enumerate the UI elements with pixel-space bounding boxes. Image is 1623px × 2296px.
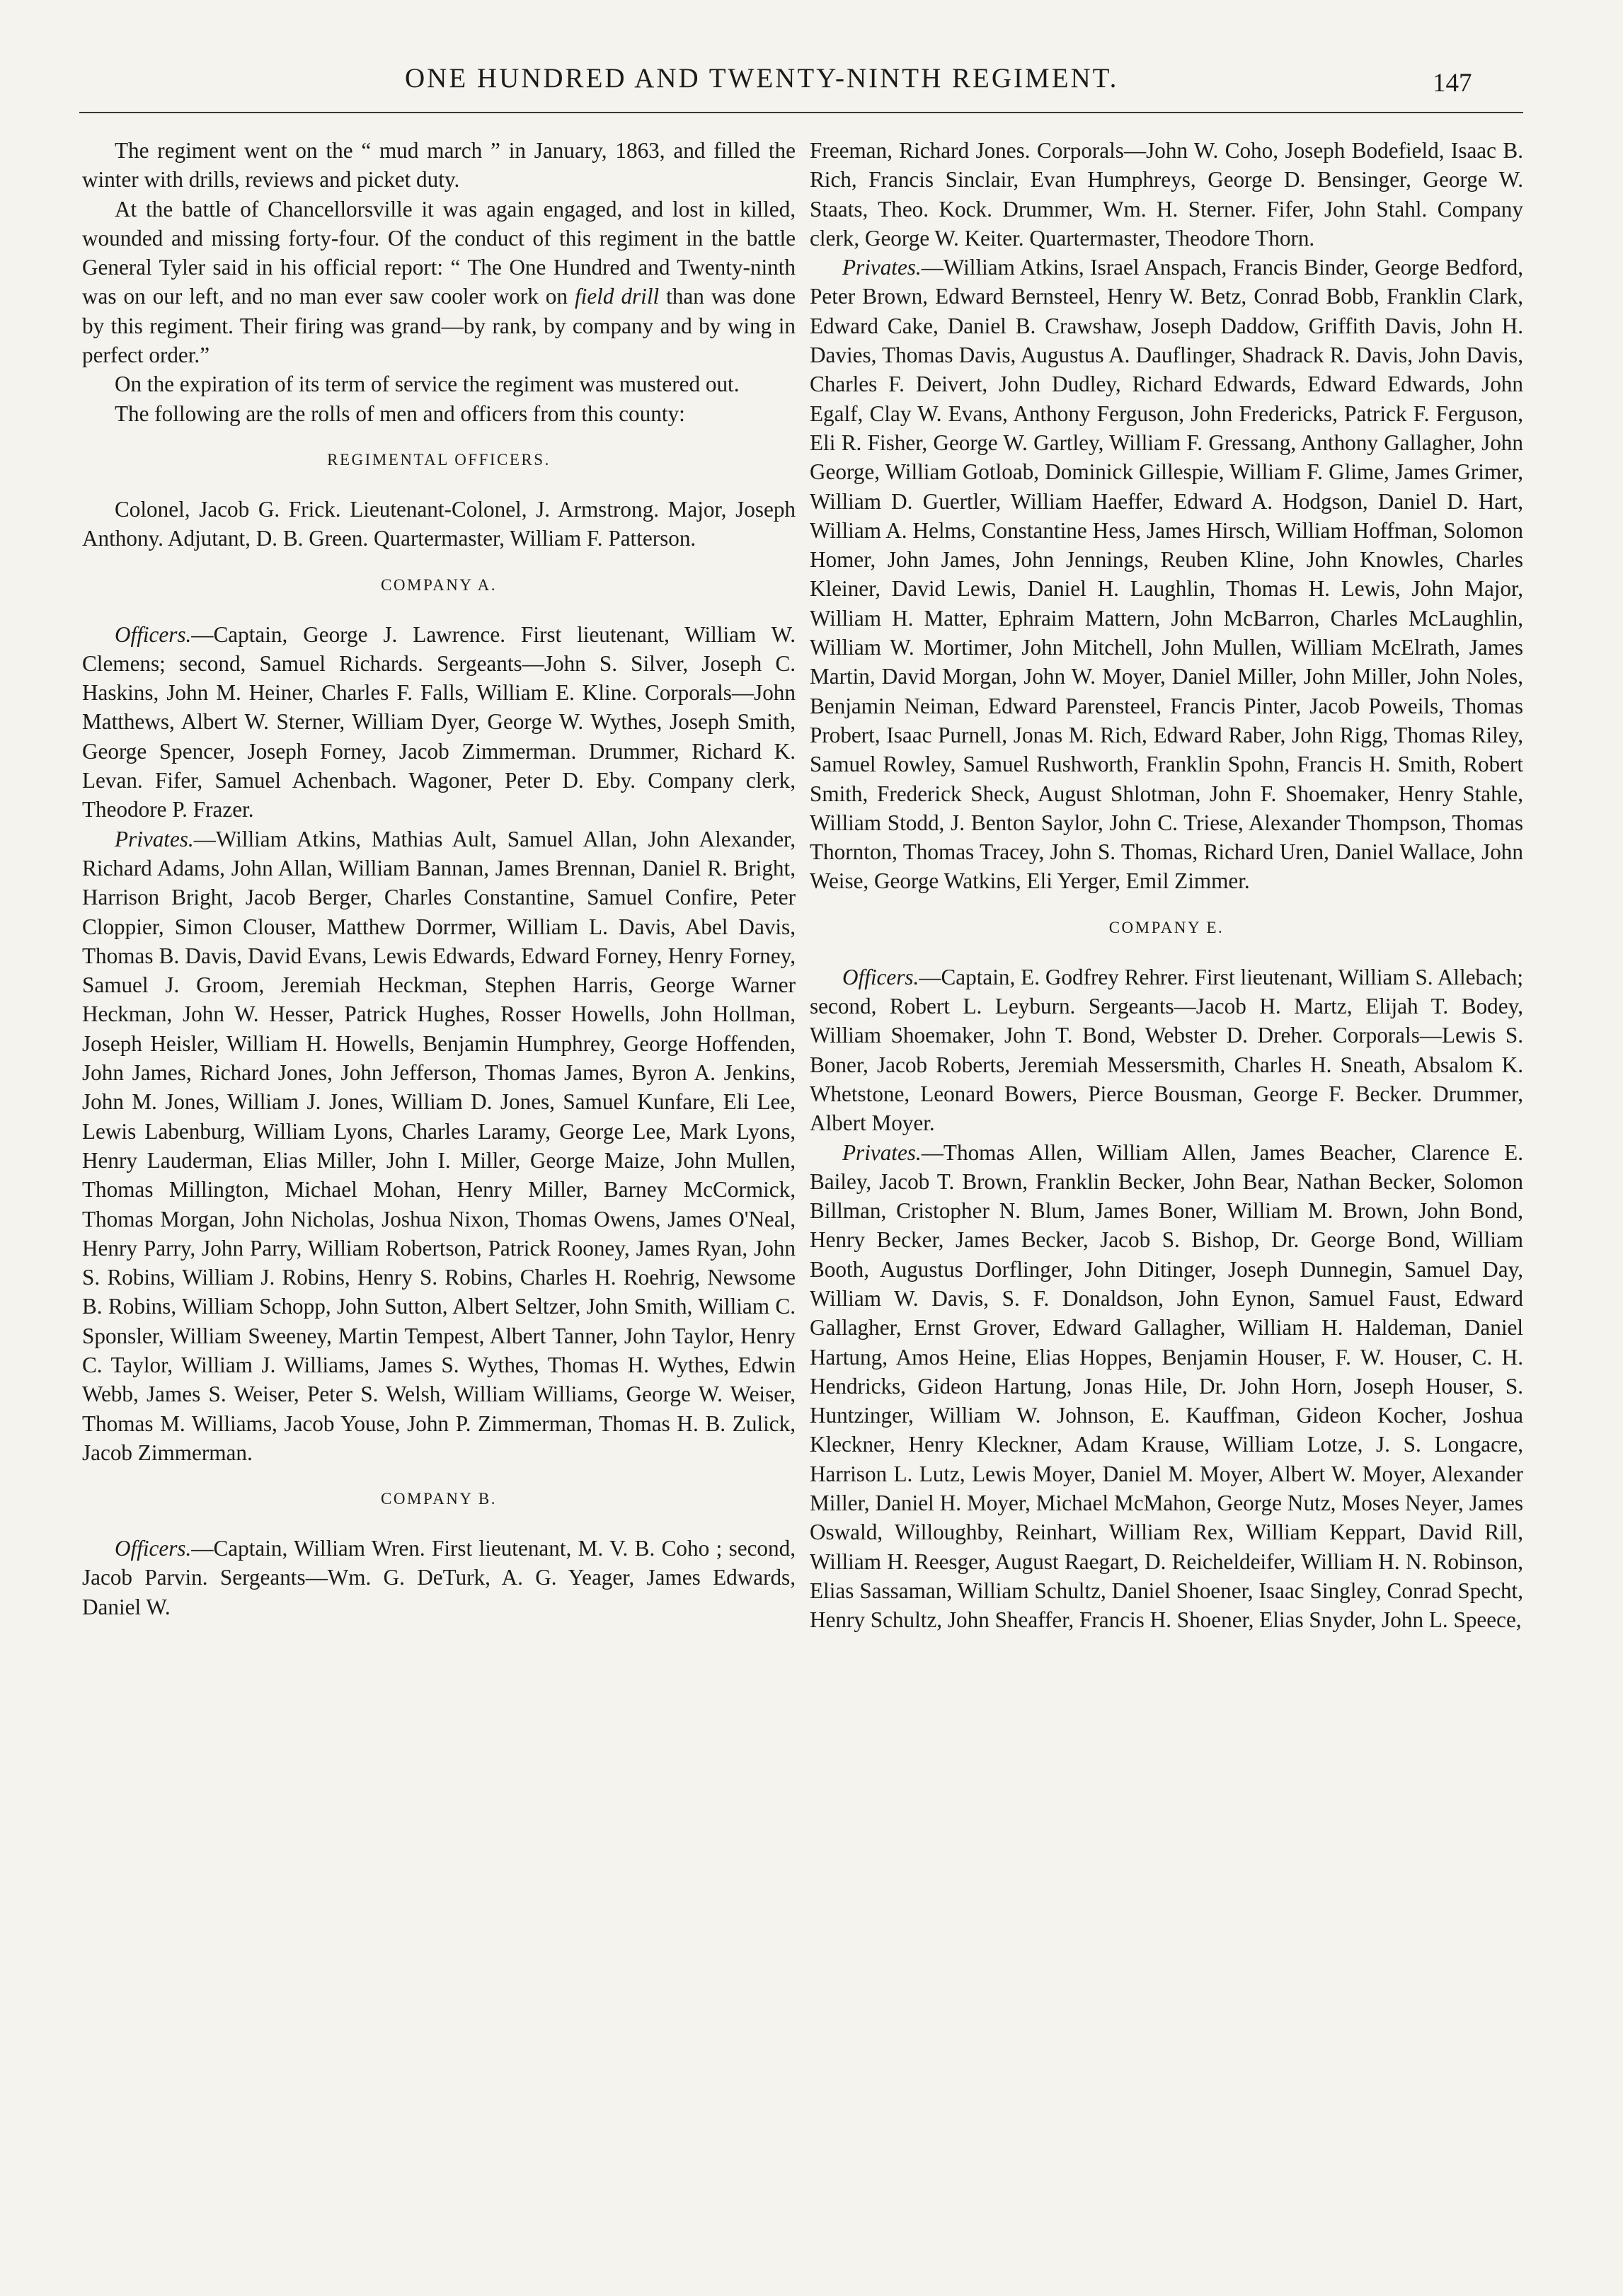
heading-company-a: COMPANY A.: [381, 575, 497, 594]
paragraph-mustered-out: On the expiration of its term of service the regiment was mustered out.: [115, 372, 740, 397]
right-column: [810, 136, 1523, 1635]
paragraph-company-e-privates: [810, 1138, 1523, 1635]
chancellorsville-text-end: than was done by this regiment. Their firing was grand—by rank, by company and by wing in perfect order.”: [82, 284, 796, 368]
heading-regimental-officers: REGIMENTAL OFFICERS.: [327, 450, 551, 469]
heading-company-b: COMPANY B.: [381, 1490, 497, 1508]
paragraph-company-b-continued: Freeman, Richard Jones. Corporals—John W. Coho, Joseph Bodefield, Isaac B. Rich, Francis Sinclair, Evan Humphreys, George D. Bensinger, George W. Staats, Theo. Kock. Drummer, Wm. H. Sterner. Fifer, John Stahl. Company clerk, George W. Keiter. Quartermaster, Theodore Thorn.: [810, 138, 1523, 251]
running-title: ONE HUNDRED AND TWENTY-NINTH REGIMENT.: [405, 63, 1119, 93]
left-column: [82, 136, 796, 1621]
company-a-privates-label: Privates.: [115, 826, 194, 851]
paragraph-chancellorsville: [82, 195, 796, 370]
company-b-privates-label: Privates.: [842, 255, 922, 280]
company-a-officers-list: —Captain, George J. Lawrence. First lieutenant, William W. Clemens; second, Samuel Richards. Sergeants—John S. Silver, Joseph C. Haskins, John M. Heiner, Charles F. Falls, William E. Kline. Corporals—John Matthews, Albert W. Sterner, William Dyer, George W. Wythes, Joseph Smith, George Spencer, Joseph Forney, Jacob Zimmerman. Drummer, Richard K. Levan. Fifer, Samuel Achenbach. Wagoner, Peter D. Eby. Company clerk, Theodore P. Frazer.: [82, 621, 796, 822]
paragraph-mud-march: The regiment went on the “ mud march ” in January, 1863, and filled the winter with drills, reviews and picket duty.: [82, 138, 796, 193]
company-e-officers-list: —Captain, E. Godfrey Rehrer. First lieutenant, William S. Allebach; second, Robert L. Leyburn. Sergeants—Jacob H. Martz, Elijah T. Bodey, William Shoemaker, John T. Bond, Webster D. Dreher. Corporals—Lewis S. Boner, Jacob Roberts, Jeremiah Messersmith, Charles H. Sneath, Absalom K. Whetstone, Leonard Bowers, Pierce Bousman, George F. Becker. Drummer, Albert Moyer.: [810, 964, 1523, 1136]
company-b-privates-list: —William Atkins, Israel Anspach, Francis Binder, George Bedford, Peter Brown, Edward Bernsteel, Henry W. Betz, Conrad Bobb, Franklin Clark, Edward Cake, Daniel B. Crawshaw, Joseph Daddow, Griffith Davis, John H. Davies, Thomas Davis, Augustus A. Dauflinger, Shadrack R. Davis, John Davis, Charles F. Deivert, John Dudley, Richard Edwards, Edward Edwards, John Egalf, Clay W. Evans, Anthony Ferguson, John Fredericks, Patrick F. Ferguson, Eli R. Fisher, George W. Gartley, William F. Gressang, Anthony Gallagher, John George, William Gotloab, Dominick Gillespie, William F. Glime, James Grimer, William D. Guertler, William Haeffer, Edward A. Hodgson, Daniel D. Hart, William A. Helms, Constantine Hess, James Hirsch, William Hoffman, Solomon Homer, John James, John Jennings, Reuben Kline, John Knowles, Charles Kleiner, David Lewis, Daniel H. Laughlin, Thomas H. Lewis, John Major, William H. Matter, Ephraim Mattern, John McBarron, Charles McLaughlin, William W. Mortimer, John Mitchell, John Mullen, William McElrath, James Martin, David Morgan, John W. Moyer, Daniel Miller, John Miller, John Noles, Benjamin Neiman, Edward Parensteel, Francis Pinter, Jacob Poweils, Thomas Probert, Isaac Purnell, Jonas M. Rich, Edward Raber, John Rigg, Thomas Riley, Samuel Rowley, Samuel Rushworth, Franklin Spohn, Francis H. Smith, Robert Smith, Frederick Sheck, August Shlotman, John F. Shoemaker, Henry Stahle, William Stodd, J. Benton Saylor, John C. Triese, Alexander Thompson, Thomas Thornton, Thomas Tracey, John S. Thomas, Richard Uren, Daniel Wallace, John Weise, George Watkins, Eli Yerger, Emil Zimmer.: [810, 255, 1523, 894]
running-head: [0, 62, 1623, 105]
company-a-officers-label: Officers.: [115, 621, 192, 647]
company-b-officers-label: Officers.: [115, 1536, 192, 1561]
company-b-officers-list: —Captain, William Wren. First lieutenant, M. V. B. Coho ; second, Jacob Parvin. Sergeants—Wm. G. DeTurk, A. G. Yeager, James Edwards, Daniel W.: [82, 1536, 796, 1619]
paragraph-company-e-officers: [810, 963, 1523, 1138]
chancellorsville-text-start: At the battle of Chancellorsville it was again engaged, and lost in killed, wounded and missing forty-four. Of the conduct of this regiment in the battle General Tyler said in his official report: “ The One Hundred and Twenty-ninth was on our left, and no man ever saw cooler work on: [82, 196, 796, 309]
paragraph-regimental-officers: Colonel, Jacob G. Frick. Lieutenant-Colonel, J. Armstrong. Major, Joseph Anthony. Adjutant, D. B. Green. Quartermaster, William F. Patterson.: [82, 496, 796, 551]
page-number: 147: [1433, 69, 1472, 98]
company-e-officers-label: Officers.: [842, 964, 919, 989]
company-e-privates-label: Privates.: [842, 1140, 922, 1165]
heading-company-e: COMPANY E.: [1108, 918, 1225, 936]
paragraph-company-a-privates: [82, 825, 796, 1468]
paragraph-company-b-privates: [810, 253, 1523, 896]
company-a-privates-list: —William Atkins, Mathias Ault, Samuel Allan, John Alexander, Richard Adams, John Allan, William Bannan, James Brennan, Daniel R. Bright, Harrison Bright, Jacob Berger, Charles Constantine, Samuel Confire, Peter Cloppier, Simon Clouser, Matthew Dorrmer, William L. Davis, Abel Davis, Thomas B. Davis, David Evans, Lewis Edwards, Edward Forney, Henry Forney, Samuel J. Groom, Jeremiah Heckman, Stephen Harris, George Warner Heckman, John W. Hesser, Patrick Hughes, Rosser Howells, John Hollman, Joseph Heisler, William H. Howells, Benjamin Humphrey, George Hoffenden, John James, Richard Jones, John Jefferson, Thomas James, Byron A. Jenkins, John M. Jones, William J. Jones, William D. Jones, Samuel Kunfare, Eli Lee, Lewis Labenburg, William Lyons, Charles Laramy, George Lee, Mark Lyons, Henry Lauderman, Elias Miller, John I. Miller, George Maize, John Mullen, Thomas Millington, Michael Mohan, Henry Miller, Barney McCormick, Thomas Morgan, John Nicholas, Joshua Nixon, Thomas Owens, James O'Neal, Henry Parry, John Parry, William Robertson, Patrick Rooney, James Ryan, John S. Robins, William J. Robins, Henry S. Robins, Charles H. Roehrig, Newsome B. Robins, William Schopp, John Sutton, Albert Seltzer, John Smith, William C. Sponsler, William Sweeney, Martin Tempest, Albert Tanner, John Taylor, Henry C. Taylor, William J. Williams, James S. Wythes, Thomas H. Wythes, Edwin Webb, James S. Weiser, Peter S. Welsh, William Williams, George W. Weiser, Thomas M. Williams, Jacob Youse, John P. Zimmerman, Thomas H. B. Zulick, Jacob Zimmerman.: [82, 826, 796, 1465]
header-rule: [79, 112, 1523, 113]
paragraph-company-b-officers: [82, 1534, 796, 1621]
company-e-privates-list: —Thomas Allen, William Allen, James Beacher, Clarence E. Bailey, Jacob T. Brown, Franklin Becker, John Bear, Nathan Becker, Solomon Billman, Cristopher N. Blum, James Boner, William M. Brown, John Bond, Henry Becker, James Becker, Jacob S. Bishop, Dr. George Bond, William Booth, Augustus Dorflinger, John Ditinger, Joseph Dunnegin, Samuel Day, William W. Davis, S. F. Donaldson, John Eynon, Samuel Faust, Edward Gallagher, Ernst Grover, Edward Gallagher, William H. Haldeman, Daniel Hartung, Amos Heine, Elias Hoppes, Benjamin Houser, F. W. Houser, C. H. Hendricks, Gideon Hartung, Jonas Hile, Dr. John Horn, Joseph Houser, S. Huntzinger, William W. Johnson, E. Kauffman, Gideon Kocher, Joshua Kleckner, Henry Kleckner, Adam Krause, William Lotze, J. S. Longacre, Harrison L. Lutz, Lewis Moyer, Daniel M. Moyer, Albert W. Moyer, Alexander Miller, Daniel H. Moyer, Michael McMahon, George Nutz, Moses Neyer, James Oswald, Willoughby, Reinhart, William Rex, William Keppart, David Rill, William H. Reesger, August Raegart, D. Reicheldeifer, William H. N. Robinson, Elias Sassaman, William Schultz, Daniel Shoener, Isaac Singley, Conrad Specht, Henry Schultz, John Sheaffer, Francis H. Shoener, Elias Snyder, John L. Speece,: [810, 1140, 1523, 1633]
paragraph-company-a-officers: [82, 620, 796, 825]
field-drill-emphasis: field drill: [575, 284, 660, 309]
paragraph-rolls: The following are the rolls of men and officers from this county:: [115, 401, 685, 426]
